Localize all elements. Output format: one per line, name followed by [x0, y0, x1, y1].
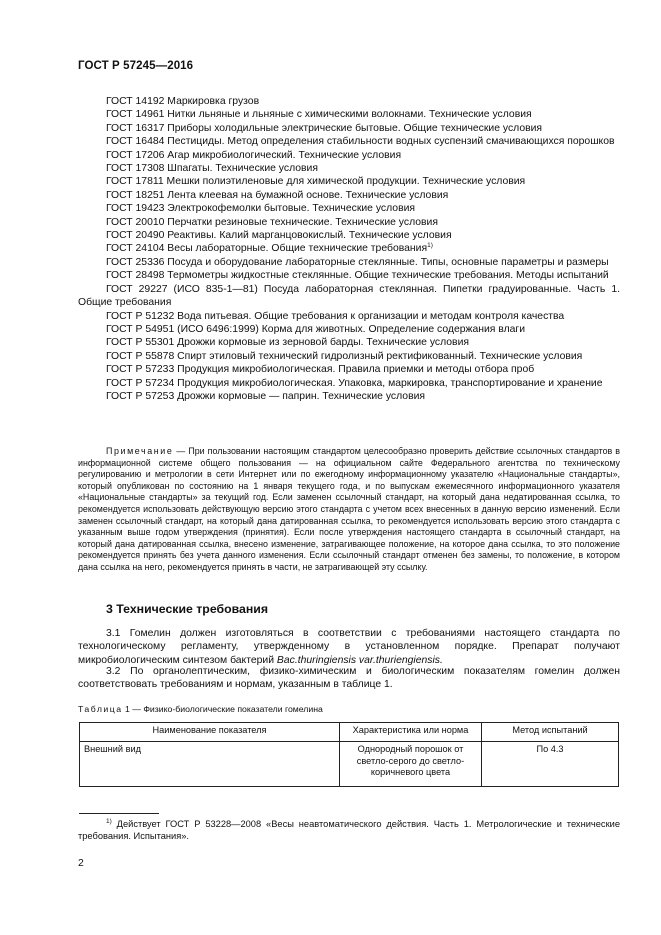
section-title: 3 Технические требования: [106, 602, 268, 616]
header-test-method: Метод испытаний: [482, 723, 619, 742]
reference-item: ГОСТ 17811 Мешки полиэтиленовые для химической продукции. Технические условия: [106, 176, 526, 188]
reference-item: ГОСТ Р 57233 Продукция микробиологическая. Правила приемки и методы отбора проб: [106, 364, 535, 376]
note-paragraph: [78, 446, 620, 574]
cell-test-method: По 4.3: [482, 742, 619, 787]
reference-item: ГОСТ 14961 Нитки льняные и льняные с химическими волокнами. Технические условия: [106, 109, 532, 121]
reference-item: ГОСТ Р 54951 (ИСО 6496:1999) Корма для животных. Определение содержания влаги: [106, 323, 526, 335]
footnote: [78, 818, 620, 843]
reference-item: ГОСТ Р 51232 Вода питьевая. Общие требования к организации и методам контроля качества: [106, 310, 565, 322]
reference-item: ГОСТ 20490 Реактивы. Калий марганцовокислый. Технические условия: [106, 230, 452, 242]
bacteria-name: Bac.thuringiensis var.thuriengiensis.: [276, 654, 443, 666]
reference-item: ГОСТ 16484 Пестициды. Метод определения стабильности водных суспензий смачивающихся порошков: [106, 136, 615, 148]
normative-references-list: [78, 95, 620, 403]
reference-item: ГОСТ 29227 (ИСО 835-1—81) Посуда лабораторная стеклянная. Пипетки градуированные. Часть 1. Общие требования: [78, 283, 620, 309]
reference-item: ГОСТ 28498 Термометры жидкостные стеклянные. Общие технические требования. Методы испытаний: [106, 270, 609, 282]
reference-item: ГОСТ 14192 Маркировка грузов: [106, 96, 260, 107]
table-caption-text: 1 — Физико-биологические показатели гомелина: [122, 704, 323, 714]
parameters-table: [79, 722, 619, 787]
header-indicator-name: Наименование показателя: [80, 723, 340, 742]
table-caption: [78, 704, 323, 714]
footnote-marker: 1): [427, 242, 433, 250]
reference-item: ГОСТ 17206 Агар микробиологический. Технические условия: [106, 149, 402, 161]
reference-item: ГОСТ 20010 Перчатки резиновые технические. Технические условия: [106, 216, 438, 228]
reference-item: ГОСТ 25336 Посуда и оборудование лабораторные стеклянные. Типы, основные параметры и размеры: [106, 256, 609, 268]
reference-item-with-footnote: [78, 242, 620, 255]
cell-indicator-name: Внешний вид: [80, 742, 340, 787]
page-number: 2: [78, 858, 84, 869]
paragraph-text: 3.1 Гомелин должен изготовляться в соответствии с требованиями настоящего стандарта по технологическому регламенту, утвержденному в установленном порядке. Препарат получают микробиологическим синтезом бактерий: [78, 628, 620, 666]
footnote-text: Действует ГОСТ Р 53228—2008 «Весы неавтоматического действия. Часть 1. Метрологические и технические требования. Испытания».: [78, 819, 620, 842]
table-caption-label: Таблица: [78, 704, 123, 714]
document-header: ГОСТ Р 57245—2016: [78, 60, 194, 72]
table-header-row: [80, 723, 619, 742]
reference-item: ГОСТ Р 55878 Спирт этиловый технический гидролизный ректификованный. Технические условия: [106, 350, 583, 362]
note-text: — При пользовании настоящим стандартом целесообразно проверить действие ссылочных стандартов в информационной системе общего пользования — на официальном сайте Федерального агентства по техническому регулированию и метрологии в сети Интернет или по ежегодному информационному указателю «Национальные стандарты», который опубликован по состоянию на 1 января текущего года, и по выпускам ежемесячного информационного указателя «Национальные стандарты» за текущий год. Если заменен ссылочный стандарт, на который дана недатированная ссылка, то рекомендуется использовать действующую версию этого стандарта с учетом всех внесенных в данную версию изменений. Если заменен ссылочный стандарт, на который дана датированная ссылка, то рекомендуется использовать версию этого стандарта с указанным выше годом утверждения (принятия). Если после утверждения настоящего стандарта в ссылочный стандарт, на который дана датированная ссылка, внесено изменение, затрагивающее положение, на которое дана ссылка, то это положение рекомендуется принять без учета данного изменения. Если ссылочный стандарт отменен без замены, то положение, в котором дана ссылка на него, рекомендуется принять в части, не затрагивающей эту ссылку.: [78, 446, 620, 572]
paragraph-3-1: [78, 627, 620, 667]
reference-item: ГОСТ 17308 Шпагаты. Технические условия: [106, 163, 318, 175]
reference-item: ГОСТ Р 55301 Дрожжи кормовые из зерновой барды. Технические условия: [106, 337, 470, 349]
reference-text: ГОСТ 24104 Весы лабораторные. Общие технические требования: [106, 243, 428, 255]
reference-item: ГОСТ 18251 Лента клеевая на бумажной основе. Технические условия: [106, 189, 449, 201]
reference-item: ГОСТ Р 57253 Дрожжи кормовые — паприн. Технические условия: [106, 390, 426, 402]
reference-item: ГОСТ 19423 Электрокофемолки бытовые. Технические условия: [106, 203, 416, 215]
reference-item: ГОСТ 16317 Приборы холодильные электрические бытовые. Общие технические условия: [106, 122, 543, 134]
footnote-divider: [79, 813, 159, 814]
cell-norm: Однородный порошок от светло-серого до светло-коричневого цвета: [340, 742, 482, 787]
paragraph-3-2: 3.2 По органолептическим, физико-химическим и биологическим показателям гомелин должен соответствовать требованиям и нормам, указанным в таблице 1.: [78, 666, 620, 691]
table-row: [80, 742, 619, 787]
reference-item: ГОСТ Р 57234 Продукция микробиологическая. Упаковка, маркировка, транспортирование и хранение: [106, 377, 603, 389]
footnote-mark: 1): [106, 818, 112, 825]
header-norm: Характеристика или норма: [340, 723, 482, 742]
note-label: Примечание: [106, 446, 174, 456]
